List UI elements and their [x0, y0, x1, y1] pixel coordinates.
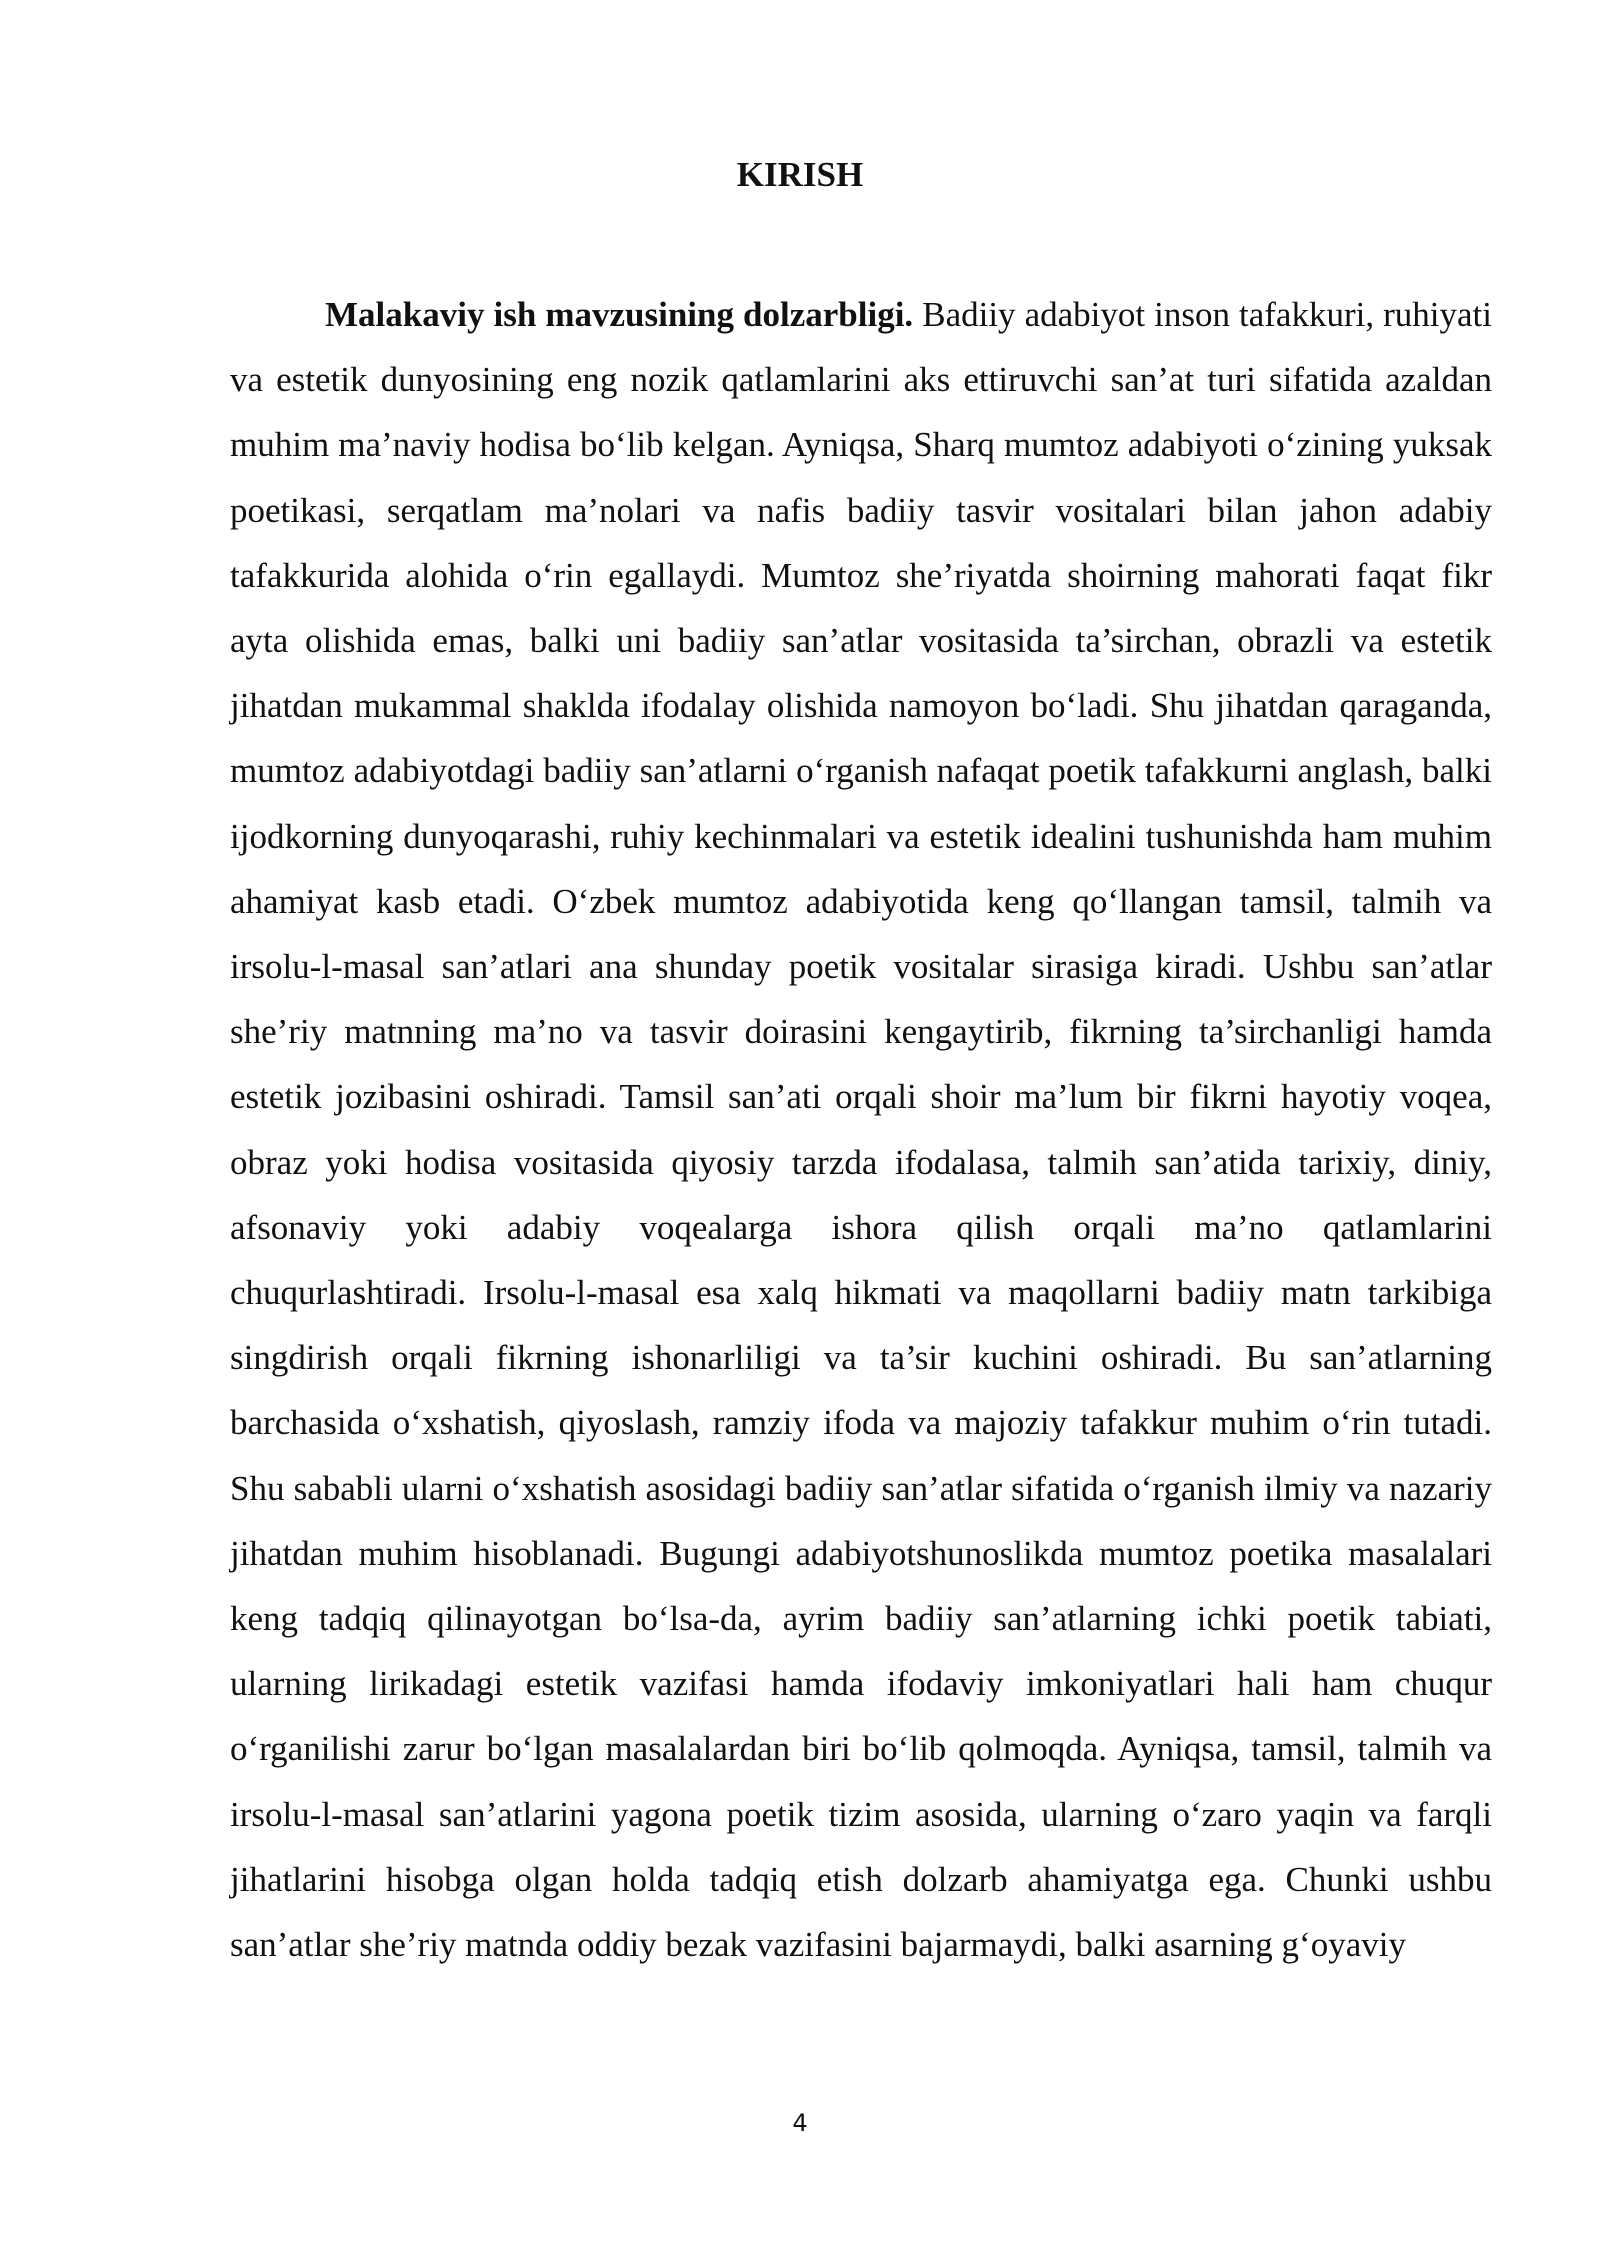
body-paragraph — [230, 282, 1492, 1977]
paragraph-text: Badiiy adabiyot inson tafakkuri, ruhiyati va estetik dunyosining eng nozik qatlamlarini aks ettiruvchi san’at turi sifatida azaldan muhim ma’naviy hodisa bo‘lib kelgan. Ayniqsa, Sharq mumtoz adabiyoti o‘zining yuksak poetikasi, serqatlam ma’nolari va nafis badiiy tasvir vositalari bilan jahon adabiy tafakkurida alohida o‘rin egallaydi. Mumtoz she’riyatda shoirning mahorati faqat fikr ayta olishida emas, balki uni badiiy san’atlar vositasida ta’sirchan, obrazli va estetik jihatdan mukammal shaklda ifodalay olishida namoyon bo‘ladi. Shu jihatdan qaraganda, mumtoz adabiyotdagi badiiy san’atlarni o‘rganish nafaqat poetik tafakkurni anglash, balki ijodkorning dunyoqarashi, ruhiy kechinmalari va estetik idealini tushunishda ham muhim ahamiyat kasb etadi. O‘zbek mumtoz adabiyotida keng qo‘llangan tamsil, talmih va irsolu-l-masal san’atlari ana shunday poetik vositalar sirasiga kiradi. Ushbu san’atlar she’riy matnning ma’no va tasvir doirasini kengaytirib, fikrning ta’sirchanligi hamda estetik jozibasini oshiradi. Tamsil san’ati orqali shoir ma’lum bir fikrni hayotiy voqea, obraz yoki hodisa vositasida qiyosiy tarzda ifodalasa, talmih san’atida tarixiy, diniy, afsonaviy yoki adabiy voqealarga ishora qilish orqali ma’no qatlamlarini chuqurlashtiradi. Irsolu-l-masal esa xalq hikmati va maqollarni badiiy matn tarkibiga singdirish orqali fikrning ishonarliligi va ta’sir kuchini oshiradi. Bu san’atlarning barchasida o‘xshatish, qiyoslash, ramziy ifoda va majoziy tafakkur muhim o‘rin tutadi. Shu sababli ularni o‘xshatish asosidagi badiiy san’atlar sifatida o‘rganish ilmiy va nazariy jihatdan muhim hisoblanadi. Bugungi adabiyotshunoslikda mumtoz poetika masalalari keng tadqiq qilinayotgan bo‘lsa-da, ayrim badiiy san’atlarning ichki poetik tabiati, ularning lirikadagi estetik vazifasi hamda ifodaviy imkoniyatlari hali ham chuqur o‘rganilishi zarur bo‘lgan masalalardan biri bo‘lib qolmoqda. Ayniqsa, tamsil, talmih va irsolu-l-masal san’atlarini yagona poetik tizim asosida, ularning o‘zaro yaqin va farqli jihatlarini hisobga olgan holda tadqiq etish dolzarb ahamiyatga ega. Chunki ushbu san’atlar she’riy matnda oddiy bezak vazifasini bajarmaydi, balki asarning g‘oyaviy — [230, 295, 1492, 1965]
page-number: 4 — [792, 2109, 808, 2137]
paragraph-lead: Malakaviy ish mavzusining dolzarbligi. — [325, 295, 914, 334]
page-title: KIRISH — [736, 155, 864, 194]
